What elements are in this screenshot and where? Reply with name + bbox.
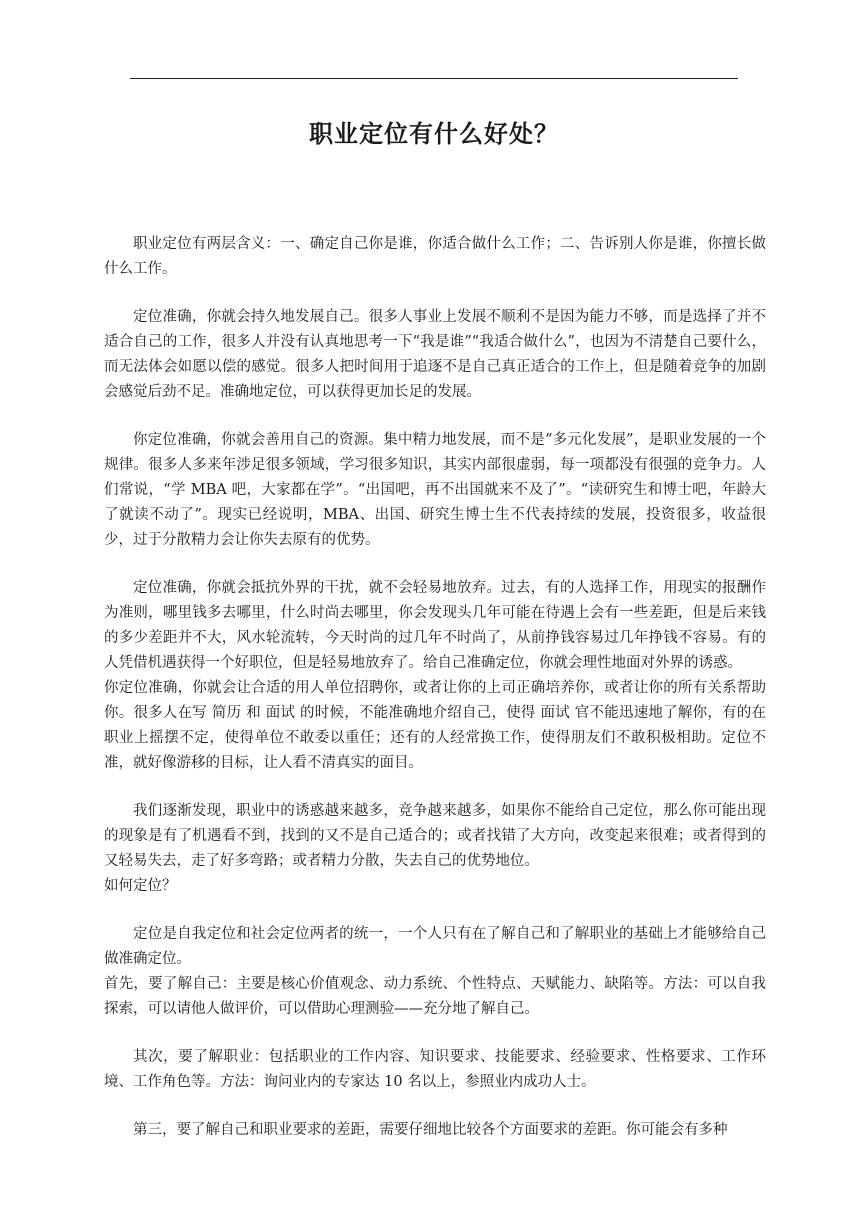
paragraph-10: 第三，要了解自己和职业要求的差距，需要仔细地比较各个方面要求的差距。你可能会有多种	[133, 1122, 728, 1138]
paragraph-6: 我们逐渐发现，职业中的诱惑越来越多，竞争越来越多，如果你不能给自己定位，那么你可能出现的现象是有了机遇看不到，找到的又不是自己适合的；或者找错了大方向，改变起来很难；或者得到的又轻易失去，走了好多弯路；或者精力分散，失去自己的优势地位。	[104, 803, 766, 869]
paragraph-5: 你定位准确，你就会让合适的用人单位招聘你，或者让你的上司正确培养你，或者让你的所有关系帮助你。很多人在写 简历 和 面试 的时候，不能准确地介绍自己，使得 面试 官不能迅速地了解你，有的在职业上摇摆不定，使得单位不敢委以重任；还有的人经常换工作，使得朋友们不敢积极相助。定位不准，就好像游移的目标，让人看不清真实的面目。	[104, 680, 766, 771]
header-rule	[130, 78, 738, 79]
paragraph-4: 定位准确，你就会抵抗外界的干扰，就不会轻易地放弃。过去，有的人选择工作，用现实的报酬作为准则，哪里钱多去哪里，什么时尚去哪里，你会发现头几年可能在待遇上会有一些差距，但是后来钱的多少差距并不大，风水轮流转，今天时尚的过几年不时尚了，从前挣钱容易过几年挣钱不容易。有的人凭借机遇获得一个好职位，但是轻易地放弃了。给自己准确定位，你就会理性地面对外界的诱惑。	[104, 580, 766, 671]
section-heading-how-to-position: 如何定位？	[104, 878, 177, 894]
paragraph-3: 你定位准确，你就会善用自己的资源。集中精力地发展，而不是“多元化发展”，是职业发展的一个规律。很多人多来年涉足很多领域，学习很多知识，其实内部很虚弱，每一项都没有很强的竞争力。人们常说，“学 MBA 吧，大家都在学”。“出国吧，再不出国就来不及了”。“读研究生和博士吧，年龄大了就读不动了”。现实已经说明，MBA、出国、研究生博士生不代表持续的发展，投资很多，收益很少，过于分散精力会让你失去原有的优势。	[104, 432, 766, 548]
paragraph-1: 职业定位有两层含义：一、确定自己你是谁，你适合做什么工作；二、告诉别人你是谁，你擅长做什么工作。	[104, 236, 766, 277]
paragraph-7: 定位是自我定位和社会定位两者的统一，一个人只有在了解自己和了解职业的基础上才能够给自己做准确定位。	[104, 926, 766, 967]
document-body	[104, 232, 766, 1143]
document-title: 职业定位有什么好处？	[309, 120, 559, 148]
paragraph-9: 其次，要了解职业：包括职业的工作内容、知识要求、技能要求、经验要求、性格要求、工作环境、工作角色等。方法：询问业内的专家达 10 名以上，参照业内成功人士。	[104, 1049, 766, 1090]
paragraph-2: 定位准确，你就会持久地发展自己。很多人事业上发展不顺利不是因为能力不够，而是选择了并不适合自己的工作，很多人并没有认真地思考一下“我是谁”“我适合做什么”，也因为不清楚自己要什么，而无法体会如愿以偿的感觉。很多人把时间用于追逐不是自己真正适合的工作上，但是随着竞争的加剧会感觉后劲不足。准确地定位，可以获得更加长足的发展。	[104, 309, 766, 400]
paragraph-8: 首先，要了解自己：主要是核心价值观念、动力系统、个性特点、天赋能力、缺陷等。方法：可以自我探索，可以请他人做评价，可以借助心理测验——充分地了解自己。	[104, 976, 766, 1017]
